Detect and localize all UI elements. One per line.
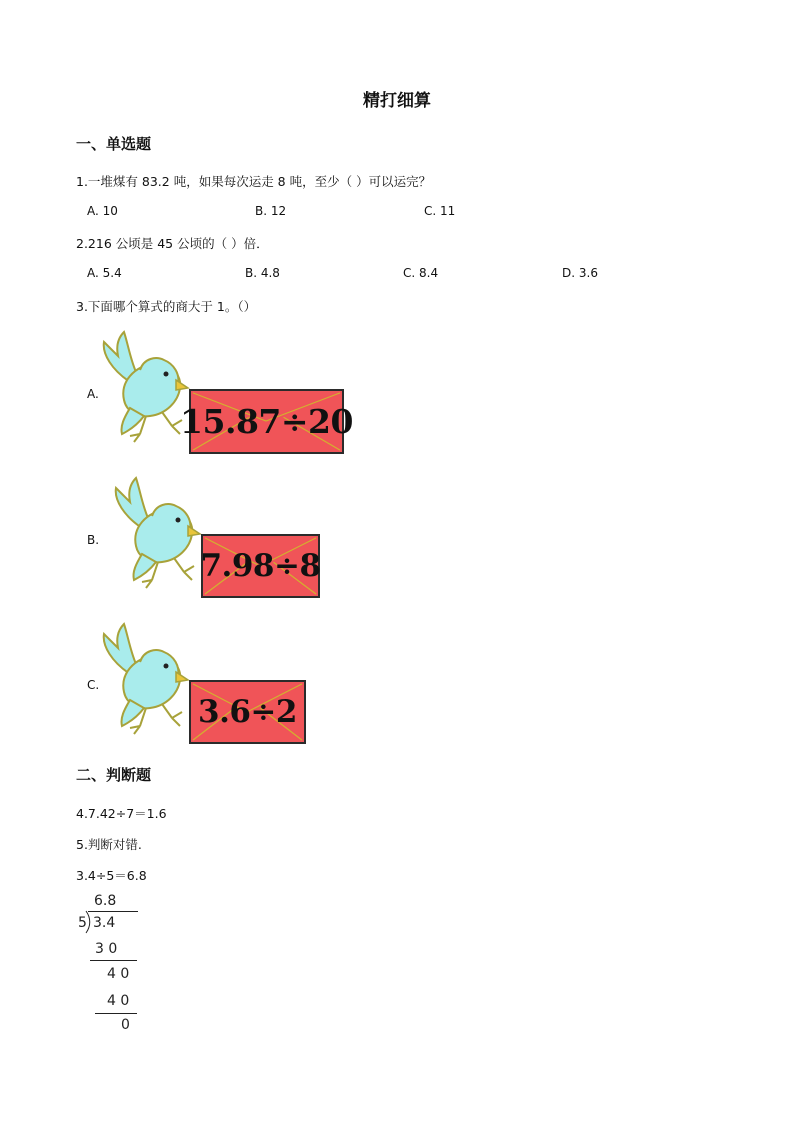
q3-option-c-expression: 3.6÷2 xyxy=(198,694,297,730)
q3-option-a-expression: 15.87÷20 xyxy=(180,402,353,441)
q3-option-b-card[interactable] xyxy=(201,534,320,598)
question-5-equation: 3.4÷5＝6.8 xyxy=(76,868,147,883)
q2-option-d[interactable]: D. 3.6 xyxy=(562,266,598,280)
question-3-text: 3.下面哪个算式的商大于 1。（） xyxy=(76,299,257,314)
question-4-text: 4.7.42÷7＝1.6 xyxy=(76,806,167,821)
long-division-bar xyxy=(88,911,138,912)
page-title: 精打细算 xyxy=(363,91,431,111)
q3-option-a-label[interactable]: A. xyxy=(87,387,99,401)
long-division-quotient: 6.8 xyxy=(94,893,117,909)
q3-option-a-card[interactable] xyxy=(180,389,353,454)
section-heading-true-false: 二、判断题 xyxy=(76,766,152,784)
long-division-remainder: 0 xyxy=(121,1017,130,1033)
q2-option-b[interactable]: B. 4.8 xyxy=(245,266,280,280)
long-division-step-1: 3 0 xyxy=(95,941,118,957)
question-2-text: 2.216 公顷是 45 公顷的（ ）倍． xyxy=(76,236,269,251)
question-1-text: 1.一堆煤有 83.2 吨，如果每次运走 8 吨，至少（ ）可以运完？ xyxy=(76,174,432,189)
question-5-text: 5.判断对错. xyxy=(76,837,142,852)
long-division-step-3: 4 0 xyxy=(107,993,130,1009)
long-division-divisor: 5 xyxy=(78,915,87,931)
q2-option-a[interactable]: A. 5.4 xyxy=(87,266,122,280)
long-division-dividend: 3.4 xyxy=(93,915,116,931)
section-heading-single-choice: 一、单选题 xyxy=(76,135,152,153)
q3-option-c-label[interactable]: C. xyxy=(87,678,100,692)
long-division-bracket xyxy=(84,910,92,934)
bird-icon xyxy=(100,622,192,741)
long-division-line-2 xyxy=(95,1013,137,1014)
q2-option-c[interactable]: C. 8.4 xyxy=(403,266,439,280)
q3-option-c-card[interactable] xyxy=(189,680,306,744)
q3-option-b-label[interactable]: B. xyxy=(87,533,100,547)
q1-option-a[interactable]: A. 10 xyxy=(87,204,118,218)
q3-option-b-expression: 7.98÷8 xyxy=(200,548,321,584)
long-division-step-2: 4 0 xyxy=(107,966,130,982)
bird-icon xyxy=(100,330,192,449)
q1-option-b[interactable]: B. 12 xyxy=(255,204,287,218)
q1-option-c[interactable]: C. 11 xyxy=(424,204,456,218)
long-division-line-1 xyxy=(90,960,137,961)
bird-icon xyxy=(112,476,204,595)
